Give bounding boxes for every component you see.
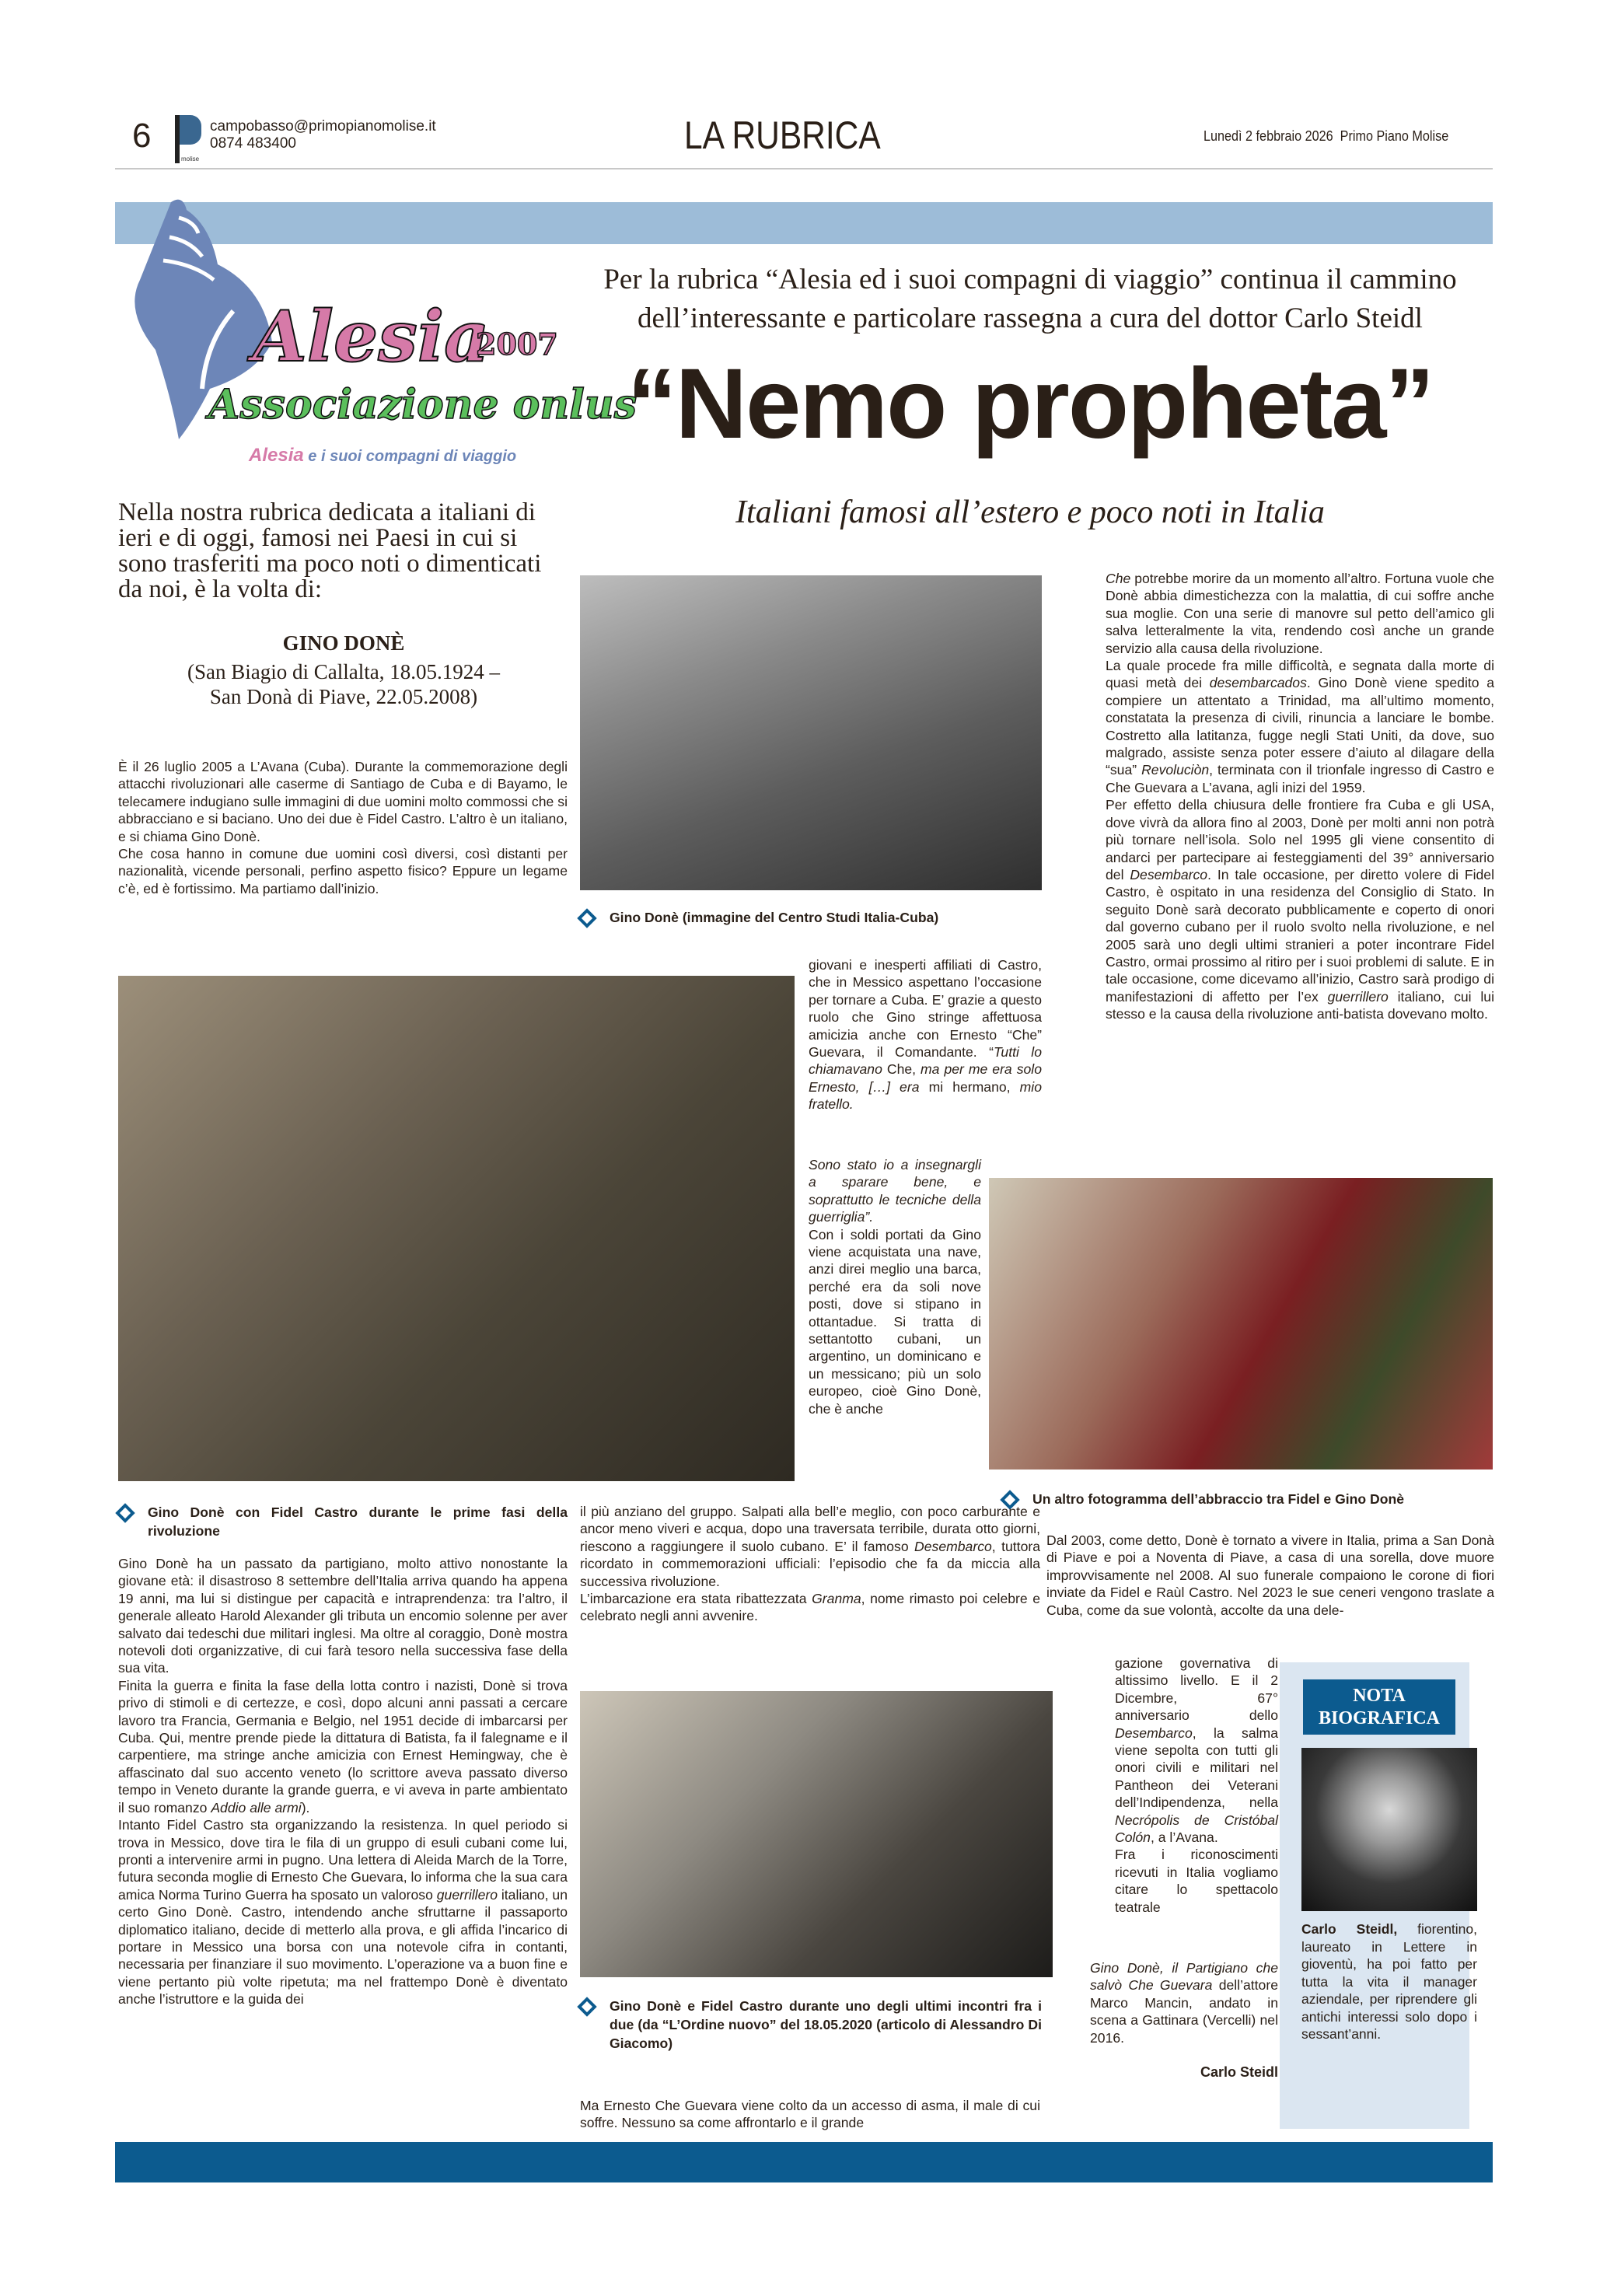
intro-text: Nella nostra rubrica dedicata a italiani di ieri e di oggi, famosi nei Paesi in cui si sono trasferiti ma poco noti o dimenticati da noi, è la volta di: xyxy=(118,498,542,603)
body-column-3-end xyxy=(1090,1959,1278,2046)
paragraph: Finita la guerra e finita la fase della lotta contro i nazisti, Donè si trova privo di stimoli e di certezze, e così, dopo alcuni anni passati a cercare lavoro tra Francia, Germania e Belgio, nel 1951 decide di imbarcarsi per Cuba. Qui, mentre prende piede la dittatura di Batista, fa il falegname e il carpentiere, ma stringe anche amicizia con Ernest Hemingway, che è affascinato dal suo accento veneto (lo scrittore aveva passato diverso tempo in Veneto durante la grande guerra, e vi aveva in parte ambientato il suo romanzo Addio alle armi). xyxy=(118,1677,568,1815)
body-column-1-top xyxy=(118,758,568,897)
alesia-logo-text: Alesia xyxy=(253,295,490,378)
paragraph: La quale procede fra mille difficoltà, e segnata dalla morte di quasi metà dei desembarcados. Gino Donè viene spedito a compiere un attentato a Trinidad, ma all’ultimo momento, constatata la presenza di civili, rinuncia a lanciare le bombe. Costretto alla latitanza, fugge negli Stati Uniti, da dove, suo malgrado, assiste senza poter essere d’aiuto al dilagare della “sua” Revoluciòn, terminata con il trionfale ingresso di Castro e Che Guevara a L’avana, agli inizi del 1959. xyxy=(1106,658,1494,795)
death-info: San Donà di Piave, 22.05.2008) xyxy=(209,685,478,708)
paragraph: Gino Donè ha un passato da partigiano, molto attivo nonostante la giovane età: il disastroso 8 settembre dell’Italia arriva quando ha appena 19 anni, ma lui si distingue per capacità e intraprendenza: tra l’altro, il generale alleato Harold Alexander gli tributa un encomio solenne per aver salvato dai tedeschi due militari inglesi. Ma oltre al coraggio, Donè mostra notevoli doti organizzative, di cui farà tesoro nella successiva fase della sua vita. xyxy=(118,1556,568,1676)
paragraph: Sono stato io a insegnargli a sparare bene, e soprattutto le tecniche della guerriglia”. xyxy=(809,1157,981,1225)
photo-last-meeting xyxy=(580,1691,1053,1977)
caption-photo-4: Gino Donè e Fidel Castro durante uno degli ultimi incontri fra i due (da “L’Ordine nuovo” del 18.05.2020 (articolo di Alessandro Di Giacomo) xyxy=(580,1997,1042,2053)
diamond-icon xyxy=(115,1503,134,1522)
header-divider xyxy=(115,168,1493,169)
paragraph: Con i soldi portati da Gino viene acquistata una nave, anzi direi meglio una barca, perché era da soli nove posti, dove si stipano in ottantadue. Si tratta di settantotto cubani, un argentino, un dominicano e un messicano; più un solo europeo, cioè Gino Donè, che è anche xyxy=(809,1226,981,1417)
photo-carlo-steidl xyxy=(1301,1748,1477,1911)
paragraph: L’imbarcazione era stata ribattezzata Granma, nome rimasto poi celebre e celebrato negli anni avvenire. xyxy=(580,1591,1040,1624)
nota-biografica-text: Carlo Steidl, fiorentino, laureato in Lettere in gioventù, ha poi fatto per tutta la vita il manager aziendale, per riprendere gli antichi interessi solo dopo i sessant’anni. xyxy=(1301,1921,1478,2042)
body-column-3-upper xyxy=(1106,570,1494,1023)
nota-biografica-heading: NOTA BIOGRAFICA xyxy=(1303,1679,1455,1735)
paragraph: Fra i riconoscimenti ricevuti in Italia vogliamo citare lo spettacolo teatrale xyxy=(1115,1847,1278,1915)
alesia-logo-year: 2007 xyxy=(476,327,558,362)
paragraph: Intanto Fidel Castro sta organizzando la resistenza. In quel periodo si trova in Messico, dove tira le fila di un gruppo di esuli cubani come lui, pronti a intervenire armi in pugno. Una lettera di Aleida March de la Torre, futura seconda moglie di Ernesto Che Guevara, lo informa che la sua cara amica Norma Turino Guerra ha sposato un valoroso guerrillero italiano, un certo Gino Donè. Castro, intendendo anche sfruttarne il passaporto diplomatico italiano, decide di metterlo alla prova, e gli affida l’incarico di portare in Messico una borsa con una notevole cifra in contanti, necessaria per finanziare il suo movimento. L’operazione va a buon fine e viene pertanto più volte ripetuta; ma nel frattempo Donè è diventato anche l’istruttore e la guida dei xyxy=(118,1817,568,2008)
body-column-3-narrow xyxy=(1115,1655,1278,1916)
article-kicker: Per la rubrica “Alesia ed i suoi compagni di viaggio” continua il cammino dell’interessante e particolare rassegna a cura del dottor Carlo Steidl xyxy=(603,264,1457,334)
page-number: 6 xyxy=(132,117,152,155)
person-dates xyxy=(118,659,569,709)
article-title: “Nemo propheta” xyxy=(627,348,1434,460)
diamond-icon xyxy=(577,1997,596,2016)
photo-gino-done-portrait xyxy=(580,575,1042,890)
paragraph: È il 26 luglio 2005 a L’Avana (Cuba). Durante la commemorazione degli attacchi rivoluzionari alle caserme di Santiago de Cuba e di Bayamo, le telecamere indugiano sulle immagini di due uomini molto commossi che si abbracciano e si baciano. Uno dei due è Fidel Castro. L’altro è un italiano, e si chiama Gino Donè. xyxy=(118,759,568,844)
paragraph: giovani e inesperti affiliati di Castro, che in Messico aspettano l’occasione per tornare a Cuba. E’ grazie a questo ruolo che Gino stringe affettuosa amicizia anche con Ernesto “Che” Guevara, il Comandante. “Tutti lo chiamavano Che, ma per me era solo Ernesto, […] era mi hermano, mio fratello. xyxy=(809,957,1042,1113)
person-name: GINO DONÈ xyxy=(282,631,405,655)
contact-email[interactable]: campobasso@primopianomolise.it xyxy=(210,118,436,135)
paragraph: Per effetto della chiusura delle frontiere fra Cuba e gli USA, dove vivrà da allora fino al 2003, Donè per molti anni non potrà più tornare nell’isola. Solo nel 1995 gli viene consentito di andarci per partecipare ai festeggiamenti del 39° anniversario del Desembarco. In tale occasione, per diretto volere di Fidel Castro, è ospitato in una residenza del Consiglio di Stato. In seguito Donè sarà decorato pubblicamente e coperto di onori dal governo cubano per il ruolo svolto nella rivoluzione, e nel 2005 sarà uno degli ultimi stranieri a poter incontrare Fidel Castro, ormai prossimo al ritiro per i suoi problemi di salute. E in tale occasione, come dicevamo all’inizio, Castro sarà prodigo di manifestazioni di affetto per l’ex guerrillero italiano, cui lui stesso e la causa della rivoluzione anti-batista dovevano molto. xyxy=(1106,797,1495,1022)
paragraph: gazione governativa di altissimo livello. E il 2 Dicembre, 67° anniversario dello Desembarco, la salma viene sepolta con tutti gli onori civili e militari nel Pantheon dei Veterani dell’Indipendenza, nella Necrópolis de Cristóbal Colón, a l’Avana. xyxy=(1115,1655,1278,1846)
newspaper-name: Primo Piano Molise xyxy=(1340,128,1449,144)
paragraph: il più anziano del gruppo. Salpati alla bell’e meglio, con poco carburante e ancor meno viveri e acqua, dopo una traversata terribile, durata otto giorni, riescono a raggiungere il suolo cubano. E’ il famoso Desembarco, tuttora ricordato in commemorazioni ufficiali: l’episodio che fa da miccia alla successiva rivoluzione. xyxy=(580,1504,1040,1589)
top-color-band xyxy=(115,202,1493,244)
caption-photo-3: Un altro fotogramma dell’abbraccio tra Fidel e Gino Donè xyxy=(1003,1490,1493,1508)
body-column-2-narrow xyxy=(809,1156,981,1417)
author-signature: Carlo Steidl xyxy=(1200,2064,1278,2080)
body-column-1-bottom xyxy=(118,1555,568,2008)
association-text: Associazione onlus xyxy=(208,381,637,428)
body-column-2-upper xyxy=(809,956,1042,1113)
logo-small-text: molise xyxy=(181,156,200,163)
body-column-3-lower xyxy=(1046,1532,1494,1619)
photo-embrace-fidel xyxy=(989,1178,1493,1470)
paragraph: Dal 2003, come detto, Donè è tornato a vivere in Italia, prima a San Donà di Piave e poi a Noventa di Piave, a casa di una sorella, dove muore improvvisamente nel 2008. Al suo funerale compaiono le corone di fiori inviate da Fidel e Raùl Castro. Nel 2023 le sue ceneri vengono traslate a Cuba, come da sue volontà, accolte da una dele- xyxy=(1046,1532,1494,1618)
dateline xyxy=(1204,128,1448,145)
photo-revolution-group xyxy=(118,976,795,1481)
paragraph: Che potrebbe morire da un momento all’altro. Fortuna vuole che Donè abbia dimestichezza con la malattia, di cui soffre anche sua moglie. Con una serie di manovre sul petto dell’amico gli salva letteralmente la vita, rendendo così anche un grande servizio alla causa della rivoluzione. xyxy=(1106,571,1494,656)
body-column-2-lower xyxy=(580,1503,1040,1625)
birth-info: (San Biagio di Callalta, 18.05.1924 – xyxy=(187,660,500,683)
paragraph: Ma Ernesto Che Guevara viene colto da un accesso di asma, il male di cui soffre. Nessuno sa come affrontarlo e il grande xyxy=(580,2098,1040,2131)
author-name: Carlo Steidl, xyxy=(1301,1921,1398,1937)
tagline-brand: Alesia xyxy=(249,445,304,466)
caption-photo-1: Gino Donè (immagine del Centro Studi Italia-Cuba) xyxy=(580,908,1042,927)
section-title: LA RUBRICA xyxy=(684,114,881,157)
caption-photo-2: Gino Donè con Fidel Castro durante le prime fasi della rivoluzione xyxy=(118,1503,568,1540)
paragraph: Gino Donè, il Partigiano che salvò Che Guevara dell’attore Marco Mancin, andato in scena a Gattinara (Vercelli) nel 2016. xyxy=(1090,1960,1278,2046)
primo-piano-logo xyxy=(175,115,200,163)
article-subtitle: Italiani famosi all’estero e poco noti in Italia xyxy=(735,494,1325,530)
paragraph: Che cosa hanno in comune due uomini così diversi, così distanti per nazionalità, vicende personali, perfino aspetto fisico? Eppure un legame c’è, ed è fortissimo. Ma partiamo dall’inizio. xyxy=(118,846,568,896)
issue-date: Lunedì 2 febbraio 2026 xyxy=(1204,128,1333,144)
logo-tagline xyxy=(249,445,516,467)
contact-info xyxy=(210,118,436,152)
contact-phone: 0874 483400 xyxy=(210,135,296,152)
bottom-color-band xyxy=(115,2142,1493,2182)
diamond-icon xyxy=(577,908,596,928)
body-column-2-end xyxy=(580,2097,1040,2132)
tagline-rest: e i suoi compagni di viaggio xyxy=(308,448,517,465)
